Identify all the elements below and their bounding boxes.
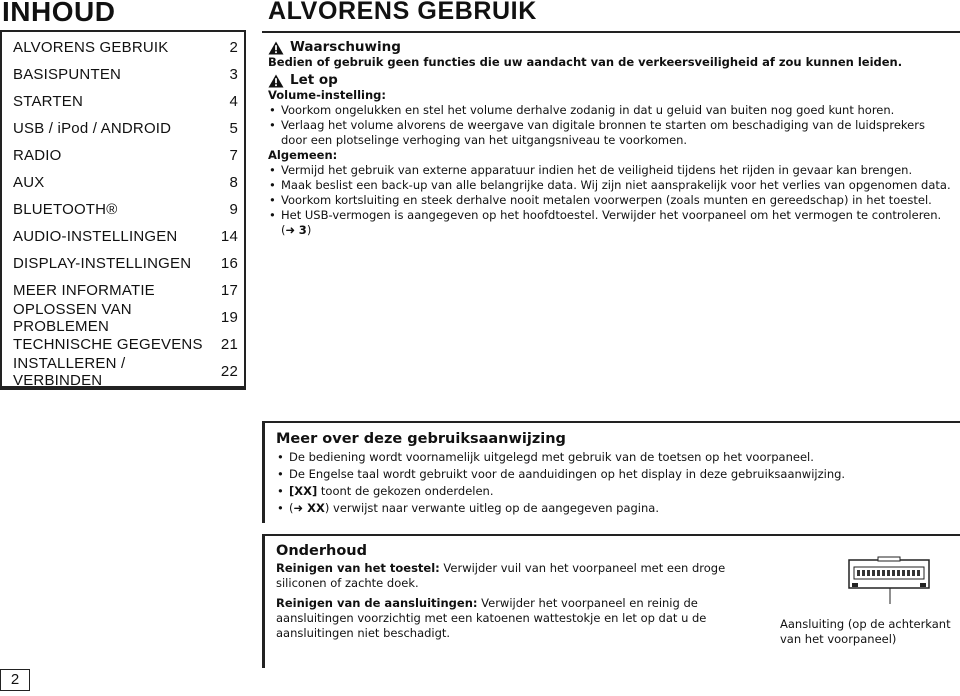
toc-entry[interactable] bbox=[13, 300, 238, 335]
key-example: [XX] bbox=[289, 484, 318, 498]
ref-open: ( bbox=[289, 501, 294, 515]
toc-entry[interactable] bbox=[13, 169, 238, 196]
toc-entry[interactable] bbox=[13, 34, 238, 61]
arrow-right-icon: ➜ bbox=[293, 501, 304, 515]
toc-entry[interactable] bbox=[13, 61, 238, 88]
page-ref-close: ) bbox=[306, 223, 312, 237]
list-item: • Voorkom ongelukken en stel het volume derhalve zodanig in dat u geluid van buiten nog goed kunt horen. bbox=[269, 103, 895, 117]
toc-title: INHOUD bbox=[2, 0, 116, 27]
info-title: Meer over deze gebruiksaanwijzing bbox=[276, 431, 566, 447]
list-item-text: Het USB-vermogen is aangegeven op het hoofdtoestel. Verwijder het voorpaneel om het vermogen te controleren. bbox=[281, 208, 942, 222]
list-item: • Voorkom kortsluiting en steek derhalve nooit metalen voorwerpen (zoals munten en gereedschap) in het toestel. bbox=[269, 193, 932, 207]
toc-entry[interactable] bbox=[13, 115, 238, 142]
toc-entry-page: 8 bbox=[229, 174, 238, 191]
toc-entry-label: OPLOSSEN VAN PROBLEMEN bbox=[13, 300, 132, 335]
page-ref-number: 3 bbox=[298, 223, 307, 237]
toc-entry-page: 5 bbox=[229, 120, 238, 137]
toc-entry-page: 17 bbox=[220, 282, 238, 299]
section-divider bbox=[262, 31, 960, 33]
arrow-right-icon: ➜ bbox=[285, 223, 296, 237]
toc-entry-label: RADIO bbox=[13, 147, 62, 164]
toc-entry-label: MEER INFORMATIE bbox=[13, 282, 155, 299]
maintenance-label: Reinigen van de aansluitingen: bbox=[276, 596, 478, 610]
toc-entry-label: AUDIO-INSTELLINGEN bbox=[13, 228, 178, 245]
info-content bbox=[276, 430, 946, 517]
toc-entry[interactable] bbox=[13, 88, 238, 115]
page-ref[interactable] bbox=[281, 223, 311, 237]
toc-box bbox=[0, 30, 246, 390]
toc-entry-label: TECHNISCHE GEGEVENS bbox=[13, 336, 203, 353]
caution-heading bbox=[268, 73, 954, 88]
toc-entry-page: 4 bbox=[229, 93, 238, 110]
toc-entry[interactable] bbox=[13, 223, 238, 250]
list-item-text: ) verwijst naar verwante uitleg op de aangegeven pagina. bbox=[324, 501, 659, 515]
toc-entry-label: BASISPUNTEN bbox=[13, 66, 122, 83]
list-item-text: De Engelse taal wordt gebruikt voor de aanduidingen op het display in deze gebruiksaanwijzing. bbox=[289, 467, 846, 481]
toc-entry-label: STARTEN bbox=[13, 93, 84, 110]
section-body bbox=[268, 40, 954, 238]
list-item-text: De bediening wordt voornamelijk uitgelegd met gebruik van de toetsen op het voorpaneel. bbox=[289, 450, 814, 464]
toc-entry-page: 9 bbox=[229, 201, 238, 218]
list-item: • Het USB-vermogen is aangegeven op het hoofdtoestel. Verwijder het voorpaneel om het vermogen te controleren. (➜ 3) bbox=[269, 208, 942, 237]
list-item-text: Maak beslist een back-up van alle belangrijke data. Wij zijn niet aansprakelijk voor het verlies van opgenomen data. bbox=[281, 178, 951, 192]
list-item: • Vermijd het gebruik van externe apparatuur indien het de veiligheid tijdens het rijden in gevaar kan brengen. bbox=[269, 163, 913, 177]
toc-entry-page: 16 bbox=[220, 255, 238, 272]
toc-entry-page: 19 bbox=[220, 309, 238, 326]
volume-list bbox=[268, 103, 954, 148]
toc-entry-page: 14 bbox=[220, 228, 238, 245]
toc-entry-page: 7 bbox=[229, 147, 238, 164]
toc-entry-label: USB / iPod / ANDROID bbox=[13, 120, 172, 137]
maintenance-text: Verwijder het voorpaneel en reinig de aansluitingen voorzichtig met een katoenen wattestokje en let op dat u de aansluitingen niet beschadigt. bbox=[276, 596, 707, 640]
list-item: • (➜ XX) verwijst naar verwante uitleg op de aangegeven pagina. bbox=[277, 501, 659, 515]
toc-entry[interactable] bbox=[13, 250, 238, 277]
maintenance-title: Onderhoud bbox=[276, 543, 368, 559]
toc-entry[interactable] bbox=[13, 142, 238, 169]
list-item-text: Verlaag het volume alvorens de weergave van digitale bronnen te starten om beschadiging van de luidsprekers door een plotselinge verhoging van het uitgangsniveau te voorkomen. bbox=[281, 118, 925, 147]
caution-heading-text: Let op bbox=[290, 72, 338, 88]
maintenance-label: Reinigen van het toestel: bbox=[276, 561, 440, 575]
toc-entry-page: 2 bbox=[229, 39, 238, 56]
warning-heading-text: Waarschuwing bbox=[290, 39, 401, 55]
toc-entry-label: ALVORENS GEBRUIK bbox=[13, 39, 169, 56]
volume-heading: Volume-instelling: bbox=[268, 88, 386, 102]
toc-entry[interactable] bbox=[13, 354, 238, 389]
list-item-text: Vermijd het gebruik van externe apparatuur indien het de veiligheid tijdens het rijden in gevaar kan brengen. bbox=[281, 163, 913, 177]
toc-entry-label: BLUETOOTH® bbox=[13, 201, 118, 218]
page-ref-open: ( bbox=[281, 223, 286, 237]
list-item-text: Voorkom kortsluiting en steek derhalve nooit metalen voorwerpen (zoals munten en gereedschap) in het toestel. bbox=[281, 193, 932, 207]
toc-entry[interactable] bbox=[13, 196, 238, 223]
maintenance-paragraph bbox=[276, 596, 750, 641]
list-item-text: Voorkom ongelukken en stel het volume derhalve zodanig in dat u geluid van buiten nog goed kunt horen. bbox=[281, 103, 895, 117]
section-title: ALVORENS GEBRUIK bbox=[268, 0, 537, 25]
list-item: • De bediening wordt voornamelijk uitgelegd met gebruik van de toetsen op het voorpaneel. bbox=[277, 450, 814, 464]
list-item: • De Engelse taal wordt gebruikt voor de aanduidingen op het display in deze gebruiksaanwijzing. bbox=[277, 467, 846, 481]
caution-icon bbox=[268, 74, 284, 88]
toc-entry-label: AUX bbox=[13, 174, 45, 191]
toc-entry-label: INSTALLEREN / VERBINDEN bbox=[13, 354, 126, 389]
connector-illustration bbox=[848, 556, 930, 606]
connector-caption: Aansluiting (op de achterkant van het voorpaneel) bbox=[780, 617, 951, 646]
maintenance-text: Verwijder vuil van het voorpaneel met een droge siliconen of zachte doek. bbox=[276, 561, 726, 590]
maintenance-content bbox=[276, 542, 750, 646]
warning-text: Bedien of gebruik geen functies die uw aandacht van de verkeersveiligheid af zou kunnen leiden. bbox=[268, 55, 903, 69]
warning-heading bbox=[268, 40, 954, 55]
ref-example: XX bbox=[303, 501, 325, 515]
general-list bbox=[268, 163, 954, 238]
list-item: • Maak beslist een back-up van alle belangrijke data. Wij zijn niet aansprakelijk voor het verlies van opgenomen data. bbox=[269, 178, 951, 192]
toc-entry-label: DISPLAY-INSTELLINGEN bbox=[13, 255, 192, 272]
general-heading: Algemeen: bbox=[268, 148, 338, 162]
toc-entry-page: 21 bbox=[220, 336, 238, 353]
toc-entry-page: 3 bbox=[229, 66, 238, 83]
info-list bbox=[276, 449, 946, 517]
list-item: • Verlaag het volume alvorens de weergave van digitale bronnen te starten om beschadiging van de luidsprekers door een plotselinge verhoging van het uitgangsniveau te voorkomen. bbox=[269, 118, 925, 147]
maintenance-paragraph bbox=[276, 561, 750, 591]
page-number: 2 bbox=[0, 669, 30, 691]
toc-entry-page: 22 bbox=[220, 363, 238, 380]
list-item-text: toont de gekozen onderdelen. bbox=[317, 484, 494, 498]
list-item: • [XX] toont de gekozen onderdelen. bbox=[277, 484, 494, 498]
warning-icon bbox=[268, 41, 284, 55]
